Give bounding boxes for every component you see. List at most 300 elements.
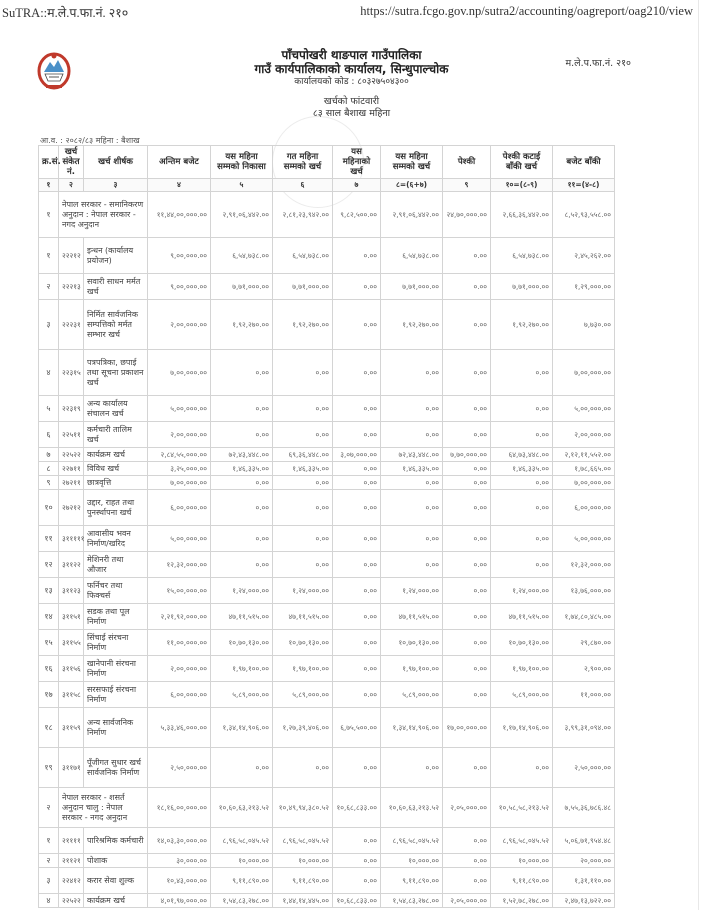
serial-number: १ <box>39 828 59 854</box>
office-code: कार्यालयको कोड : ८०३२७५०४३०० <box>294 77 409 87</box>
amount-cell: ०.०० <box>333 462 381 476</box>
expense-code: ३११२३ <box>59 578 84 604</box>
expense-code: २२७११ <box>59 462 84 476</box>
expense-title: पत्रपत्रिका, छपाई तथा सूचना प्रकाशन खर्च <box>84 350 148 396</box>
page-edge-divider <box>698 0 699 910</box>
expense-code: ३११२२ <box>59 552 84 578</box>
column-number: ४ <box>148 179 211 192</box>
amount-cell: ७,७३०.०० <box>553 300 615 350</box>
serial-number: २ <box>39 274 59 300</box>
amount-cell: ६,००,०००.०० <box>148 682 211 708</box>
table-group-row <box>39 788 615 828</box>
column-header: गत महिना सम्मको खर्च <box>273 146 333 179</box>
expense-title: निर्मित सार्वजनिक सम्पत्तिको मर्मत सम्भार खर्च <box>84 300 148 350</box>
column-number: १०=(८-९) <box>491 179 553 192</box>
serial-number: १६ <box>39 656 59 682</box>
office-name: गाउँ कार्यपालिकाको कार्यालय, सिन्धुपाल्चोक <box>254 62 449 76</box>
expense-title: कार्यक्रम खर्च <box>84 448 148 462</box>
table-row <box>39 630 615 656</box>
amount-cell: ७,७१,०००.०० <box>211 274 273 300</box>
amount-cell: ०.०० <box>333 274 381 300</box>
amount-cell: ५,८९,०००.०० <box>273 682 333 708</box>
table-row <box>39 894 615 908</box>
amount-cell: ०.०० <box>443 604 491 630</box>
expense-title: पूँजीगत सुधार खर्च सार्वजनिक निर्माण <box>84 748 148 788</box>
amount-cell: २४,७०,०००.०० <box>443 192 491 238</box>
table-row <box>39 828 615 854</box>
amount-cell: ०.०० <box>443 490 491 526</box>
amount-cell: ०.०० <box>443 350 491 396</box>
amount-cell: ०.०० <box>443 300 491 350</box>
amount-cell: ०.०० <box>333 476 381 490</box>
table-row <box>39 476 615 490</box>
amount-cell: ०.०० <box>273 422 333 448</box>
amount-cell: १,९२,२७०.०० <box>211 300 273 350</box>
amount-cell: १,२७,३९,४०६.०० <box>273 708 333 748</box>
amount-cell: ०.०० <box>491 748 553 788</box>
amount-cell: ५,००,०००.०० <box>553 526 615 552</box>
amount-cell: ०.०० <box>333 238 381 274</box>
amount-cell: १,५२,७८,२७८.०० <box>491 894 553 908</box>
amount-cell: ०.०० <box>273 526 333 552</box>
expense-title: कार्यक्रम खर्च <box>84 894 148 908</box>
expense-code: २२३१९ <box>59 396 84 422</box>
amount-cell: ०.०० <box>443 526 491 552</box>
amount-cell: ०.०० <box>491 350 553 396</box>
amount-cell: ०.०० <box>381 422 443 448</box>
amount-cell: २,०५,०००.०० <box>443 894 491 908</box>
column-number: ८=(६+७) <box>381 179 443 192</box>
serial-number: ३ <box>39 300 59 350</box>
serial-number: ९ <box>39 476 59 490</box>
expense-code: २२२१३ <box>59 274 84 300</box>
amount-cell: ०.०० <box>333 396 381 422</box>
amount-cell: ०.०० <box>333 350 381 396</box>
amount-cell: ६४,७३,४४८.०० <box>491 448 553 462</box>
expense-code: ३११५८ <box>59 682 84 708</box>
amount-cell: ०.०० <box>333 748 381 788</box>
table-group-row <box>39 192 615 238</box>
serial-number: १० <box>39 490 59 526</box>
expense-report-table <box>38 145 615 908</box>
table-row <box>39 868 615 894</box>
amount-cell: १,३४,१४,९०६.०० <box>211 708 273 748</box>
amount-cell: १,७८,६६५.०० <box>553 462 615 476</box>
expense-code: २२२१२ <box>59 238 84 274</box>
amount-cell: ७,७०,०००.०० <box>443 448 491 462</box>
amount-cell: २,००,०००.०० <box>148 422 211 448</box>
amount-cell: ४७,११,५१५.०० <box>381 604 443 630</box>
amount-cell: १३,७६,०००.०० <box>553 578 615 604</box>
amount-cell: ७,७१,०००.०० <box>273 274 333 300</box>
amount-cell: १,३१,११०.०० <box>553 868 615 894</box>
amount-cell: २,००,०००.०० <box>148 300 211 350</box>
expense-code: २२२३१ <box>59 300 84 350</box>
table-row <box>39 708 615 748</box>
expense-code: ३११५५ <box>59 630 84 656</box>
table-row <box>39 854 615 868</box>
amount-cell: २,००,०००.०० <box>148 656 211 682</box>
amount-cell: १२,३२,०००.०० <box>148 552 211 578</box>
amount-cell: १,५४,८३,२७८.०० <box>211 894 273 908</box>
serial-number: १७ <box>39 682 59 708</box>
amount-cell: ८,५२,९३,५५८.०० <box>553 192 615 238</box>
expense-code: २७२११ <box>59 476 84 490</box>
amount-cell: १०,६०,६३,२१३.५२ <box>211 788 273 828</box>
amount-cell: ७,७१,०००.०० <box>491 274 553 300</box>
amount-cell: २,५०,०००.०० <box>553 748 615 788</box>
amount-cell: १,२४,०००.०० <box>491 578 553 604</box>
table-header-row <box>39 146 615 179</box>
amount-cell: १,३४,१४,९०६.०० <box>381 708 443 748</box>
expense-title: पोशाक <box>84 854 148 868</box>
amount-cell: ०.०० <box>333 552 381 578</box>
table-row <box>39 422 615 448</box>
table-row <box>39 604 615 630</box>
table-row <box>39 526 615 552</box>
table-row <box>39 274 615 300</box>
amount-cell: ११,००,०००.०० <box>148 630 211 656</box>
amount-cell: २,९१,०६,४४२.०० <box>381 192 443 238</box>
amount-cell: १४,०३,३०,०००.०० <box>148 828 211 854</box>
table-row <box>39 490 615 526</box>
amount-cell: ०.०० <box>491 396 553 422</box>
amount-cell: ०.०० <box>333 578 381 604</box>
amount-cell: ७२,४३,४४८.०० <box>381 448 443 462</box>
column-header: पेश्की <box>443 146 491 179</box>
amount-cell: ६,५४,७३८.०० <box>381 238 443 274</box>
serial-number: ३ <box>39 868 59 894</box>
form-number: म.ले.प.फा.नं. २१० <box>565 58 631 69</box>
amount-cell: ०.०० <box>443 422 491 448</box>
amount-cell: १८,१६,००,०००.०० <box>148 788 211 828</box>
amount-cell: १,४४,१४,४४५.०० <box>273 894 333 908</box>
amount-cell: ०.०० <box>381 350 443 396</box>
amount-cell: ०.०० <box>443 682 491 708</box>
serial-number: १८ <box>39 708 59 748</box>
amount-cell: ०.०० <box>211 476 273 490</box>
expense-code: २२५२२ <box>59 894 84 908</box>
column-number: १ <box>39 179 59 192</box>
amount-cell: २०,०००.०० <box>553 854 615 868</box>
amount-cell: ५,३३,४६,०००.०० <box>148 708 211 748</box>
amount-cell: ०.०० <box>333 422 381 448</box>
amount-cell: ०.०० <box>333 656 381 682</box>
amount-cell: १,९७,१००.०० <box>273 656 333 682</box>
table-row <box>39 462 615 476</box>
amount-cell: १०,७०,१३०.०० <box>211 630 273 656</box>
column-number: ६ <box>273 179 333 192</box>
amount-cell: ५,०६,७१,९५४.४८ <box>553 828 615 854</box>
amount-cell: १०,४९,९४,३८०.५२ <box>273 788 333 828</box>
amount-cell: १,९७,१००.०० <box>211 656 273 682</box>
column-header: यस महिना सम्मको निकासा <box>211 146 273 179</box>
serial-number: १३ <box>39 578 59 604</box>
expense-title: फर्निचर तथा फिक्चर्स <box>84 578 148 604</box>
table-row <box>39 552 615 578</box>
expense-code: २२४१२ <box>59 868 84 894</box>
amount-cell: १,४६,३३५.०० <box>381 462 443 476</box>
amount-cell: ०.०० <box>443 578 491 604</box>
expense-title: कर्मचारी तालिम खर्च <box>84 422 148 448</box>
amount-cell: ०.०० <box>333 490 381 526</box>
amount-cell: ०.०० <box>333 854 381 868</box>
amount-cell: १,१७,१४,९०६.०० <box>491 708 553 748</box>
amount-cell: ०.०० <box>443 854 491 868</box>
expense-title: आवासीय भवन निर्माण/खरिद <box>84 526 148 552</box>
amount-cell: ०.०० <box>273 476 333 490</box>
serial-number: ५ <box>39 396 59 422</box>
amount-cell: ०.०० <box>491 422 553 448</box>
amount-cell: ९,००,०००.०० <box>148 238 211 274</box>
amount-cell: ५,८९,०००.०० <box>491 682 553 708</box>
amount-cell: २,५०,०००.०० <box>148 748 211 788</box>
amount-cell: ०.०० <box>333 630 381 656</box>
serial-number: १ <box>39 238 59 274</box>
column-header: बजेट बाँकी <box>553 146 615 179</box>
serial-number: १४ <box>39 604 59 630</box>
amount-cell: ०.०० <box>273 490 333 526</box>
amount-cell: ०.०० <box>443 630 491 656</box>
amount-cell: ०.०० <box>443 748 491 788</box>
amount-cell: ३,०७,०००.०० <box>333 448 381 462</box>
table-row <box>39 578 615 604</box>
expense-code: ३११५१ <box>59 604 84 630</box>
amount-cell: १०,६०,६३,२१३.५२ <box>381 788 443 828</box>
column-header: पेश्की कटाई बाँकी खर्च <box>491 146 553 179</box>
fiscal-year-line: आ.व. : २०८२/८३ महिना : बैशाख <box>40 136 140 145</box>
amount-cell: २,१२,११,५५२.०० <box>553 448 615 462</box>
amount-cell: १५,००,०००.०० <box>148 578 211 604</box>
table-row <box>39 396 615 422</box>
amount-cell: ४७,११,५१५.०० <box>211 604 273 630</box>
amount-cell: ८,९६,५८,०४५.५२ <box>491 828 553 854</box>
amount-cell: ०.०० <box>443 828 491 854</box>
amount-cell: २,०५,०००.०० <box>443 788 491 828</box>
amount-cell: ०.०० <box>443 274 491 300</box>
expense-code: ३१११११ <box>59 526 84 552</box>
report-title: खर्चको फांटवारी <box>323 96 380 107</box>
table-row <box>39 350 615 396</box>
amount-cell: ०.०० <box>443 868 491 894</box>
expense-title: मेशिनरी तथा औजार <box>84 552 148 578</box>
amount-cell: ०.०० <box>333 828 381 854</box>
amount-cell: २,९००.०० <box>553 656 615 682</box>
amount-cell: १७,००,०००.०० <box>443 708 491 748</box>
amount-cell: १,९७,१००.०० <box>381 656 443 682</box>
column-number: २ <box>59 179 84 192</box>
amount-cell: ५,००,०००.०० <box>148 396 211 422</box>
amount-cell: ९,११,८९०.०० <box>211 868 273 894</box>
amount-cell: १,९२,२७०.०० <box>273 300 333 350</box>
column-header: क्र.सं. <box>39 146 59 179</box>
amount-cell: १,४६,३३५.०० <box>491 462 553 476</box>
amount-cell: ०.०० <box>491 526 553 552</box>
column-header: यस महिना सम्मको खर्च <box>381 146 443 179</box>
expense-title: सिंचाई संरचना निर्माण <box>84 630 148 656</box>
amount-cell: १०,७०,१३०.०० <box>381 630 443 656</box>
amount-cell: ६,००,०००.०० <box>148 490 211 526</box>
amount-cell: ०.०० <box>273 748 333 788</box>
amount-cell: १०,७०,१३०.०० <box>273 630 333 656</box>
amount-cell: ४७,११,५१५.०० <box>273 604 333 630</box>
amount-cell: ०.०० <box>443 552 491 578</box>
expense-code: ३११५९ <box>59 708 84 748</box>
expense-title: सरसफाई संरचना निर्माण <box>84 682 148 708</box>
amount-cell: ०.०० <box>333 526 381 552</box>
table-row <box>39 238 615 274</box>
expense-title: इन्धन (कार्यालय प्रयोजन) <box>84 238 148 274</box>
amount-cell: ०.०० <box>273 350 333 396</box>
group-title: नेपाल सरकार - शसर्त अनुदान चालु : नेपाल सरकार - नगद अनुदान <box>59 788 148 828</box>
expense-title: सवारी साधन मर्मत खर्च <box>84 274 148 300</box>
expense-title: अन्य सार्वजनिक निर्माण <box>84 708 148 748</box>
amount-cell: २,६६,३६,४४२.०० <box>491 192 553 238</box>
amount-cell: १,९२,२७०.०० <box>491 300 553 350</box>
amount-cell: १,९७,१००.०० <box>491 656 553 682</box>
amount-cell: ७२,४३,४४८.०० <box>211 448 273 462</box>
amount-cell: १,७४,८०,४८५.०० <box>553 604 615 630</box>
expense-title: विविध खर्च <box>84 462 148 476</box>
table-row <box>39 448 615 462</box>
table-row <box>39 682 615 708</box>
amount-cell: ०.०० <box>491 552 553 578</box>
page-label: SuTRA::म.ले.प.फा.नं. २१० <box>2 6 129 20</box>
serial-number: ७ <box>39 448 59 462</box>
amount-cell: १०,४३,०००.०० <box>148 868 211 894</box>
expense-code: ३११५६ <box>59 656 84 682</box>
table-row <box>39 300 615 350</box>
amount-cell: २,८१,२३,९४२.०० <box>273 192 333 238</box>
expense-code: २११११ <box>59 828 84 854</box>
browser-print-header <box>0 0 703 24</box>
amount-cell: ८,९६,५८,०४५.५२ <box>273 828 333 854</box>
serial-number: ४ <box>39 894 59 908</box>
amount-cell: ४७,११,५१५.०० <box>491 604 553 630</box>
amount-cell: ०.०० <box>273 396 333 422</box>
amount-cell: १०,०००.०० <box>211 854 273 868</box>
amount-cell: ०.०० <box>333 300 381 350</box>
amount-cell: ६,७५,५००.०० <box>333 708 381 748</box>
amount-cell: १०,०००.०० <box>381 854 443 868</box>
amount-cell: ७,७१,०००.०० <box>381 274 443 300</box>
expense-code: २२५११ <box>59 422 84 448</box>
expense-code: २७२१२ <box>59 490 84 526</box>
amount-cell: ०.०० <box>273 552 333 578</box>
group-title: नेपाल सरकार - समानिकरण अनुदान : नेपाल सरकार - नगद अनुदान <box>59 192 148 238</box>
amount-cell: ९,००,०००.०० <box>148 274 211 300</box>
amount-cell: २,८४,५५,०००.०० <box>148 448 211 462</box>
column-header: खर्च संकेत नं. <box>59 146 84 179</box>
amount-cell: ०.०० <box>333 682 381 708</box>
amount-cell: २,४५,२६२.०० <box>553 238 615 274</box>
expense-code: २११२१ <box>59 854 84 868</box>
column-number: ७ <box>333 179 381 192</box>
amount-cell: ०.०० <box>381 748 443 788</box>
serial-number: १ <box>39 192 59 238</box>
table-row <box>39 748 615 788</box>
serial-number: १९ <box>39 748 59 788</box>
serial-number: १२ <box>39 552 59 578</box>
amount-cell: ९,८२,५००.०० <box>333 192 381 238</box>
expense-title: सडक तथा पूल निर्माण <box>84 604 148 630</box>
column-header: यस महिनाको खर्च <box>333 146 381 179</box>
amount-cell: ७,००,०००.०० <box>553 476 615 490</box>
amount-cell: २,९१,०६,४४२.०० <box>211 192 273 238</box>
table-row <box>39 656 615 682</box>
serial-number: १५ <box>39 630 59 656</box>
amount-cell: ०.०० <box>211 526 273 552</box>
amount-cell: ०.०० <box>211 490 273 526</box>
amount-cell: १०,५८,५८,२१३.५२ <box>491 788 553 828</box>
serial-number: २ <box>39 788 59 828</box>
amount-cell: ५,८९,०००.०० <box>381 682 443 708</box>
amount-cell: ८,९६,५८,०४५.५२ <box>381 828 443 854</box>
amount-cell: ३,९९,३१,०९४.०० <box>553 708 615 748</box>
amount-cell: १,२४,०००.०० <box>381 578 443 604</box>
amount-cell: २,००,०००.०० <box>553 422 615 448</box>
amount-cell: ०.०० <box>381 526 443 552</box>
amount-cell: ०.०० <box>443 656 491 682</box>
amount-cell: ०.०० <box>211 396 273 422</box>
amount-cell: ९,११,८९०.०० <box>491 868 553 894</box>
amount-cell: ३०,०००.०० <box>148 854 211 868</box>
amount-cell: १,९२,२७०.०० <box>381 300 443 350</box>
amount-cell: ९,११,८९०.०० <box>273 868 333 894</box>
page-url: https://sutra.fcgo.gov.np/sutra2/accounting/oagreport/oag210/view <box>360 4 693 18</box>
amount-cell: ११,४४,००,०००.०० <box>148 192 211 238</box>
expense-title: करार सेवा शुल्क <box>84 868 148 894</box>
amount-cell: ०.०० <box>211 422 273 448</box>
column-number: ५ <box>211 179 273 192</box>
amount-cell: ०.०० <box>381 490 443 526</box>
amount-cell: १२,३२,०००.०० <box>553 552 615 578</box>
amount-cell: ६,५४,७३८.०० <box>491 238 553 274</box>
column-number: ११=(४-८) <box>553 179 615 192</box>
expense-title: अन्य कार्यालय संचालन खर्च <box>84 396 148 422</box>
amount-cell: १०,६८,८३३.०० <box>333 894 381 908</box>
amount-cell: ०.०० <box>443 462 491 476</box>
amount-cell: ०.०० <box>381 552 443 578</box>
amount-cell: १,४६,३३५.०० <box>273 462 333 476</box>
serial-number: ८ <box>39 462 59 476</box>
amount-cell: २,४७,१३,७२२.०० <box>553 894 615 908</box>
amount-cell: ६,००,०००.०० <box>553 490 615 526</box>
column-number-row <box>39 179 615 192</box>
amount-cell: ०.०० <box>333 868 381 894</box>
expense-title: खानेपानी संरचना निर्माण <box>84 656 148 682</box>
column-number: ३ <box>84 179 148 192</box>
expense-title: पारिश्रमिक कर्मचारी <box>84 828 148 854</box>
amount-cell: ०.०० <box>443 238 491 274</box>
report-period: ८३ साल बैशाख महिना <box>312 108 391 119</box>
expense-title: छात्रवृत्ति <box>84 476 148 490</box>
amount-cell: ०.०० <box>443 476 491 490</box>
amount-cell: ५,००,०००.०० <box>148 526 211 552</box>
amount-cell: ७,००,०००.०० <box>148 350 211 396</box>
amount-cell: १०,६८,८३३.०० <box>333 788 381 828</box>
amount-cell: ०.०० <box>381 396 443 422</box>
amount-cell: ०.०० <box>491 490 553 526</box>
expense-code: २२५२२ <box>59 448 84 462</box>
amount-cell: ०.०० <box>211 552 273 578</box>
amount-cell: ०.०० <box>211 350 273 396</box>
amount-cell: ०.०० <box>333 604 381 630</box>
amount-cell: ३,२५,०००.०० <box>148 462 211 476</box>
amount-cell: ०.०० <box>443 396 491 422</box>
amount-cell: १,२९,०००.०० <box>553 274 615 300</box>
amount-cell: १०,०००.०० <box>491 854 553 868</box>
